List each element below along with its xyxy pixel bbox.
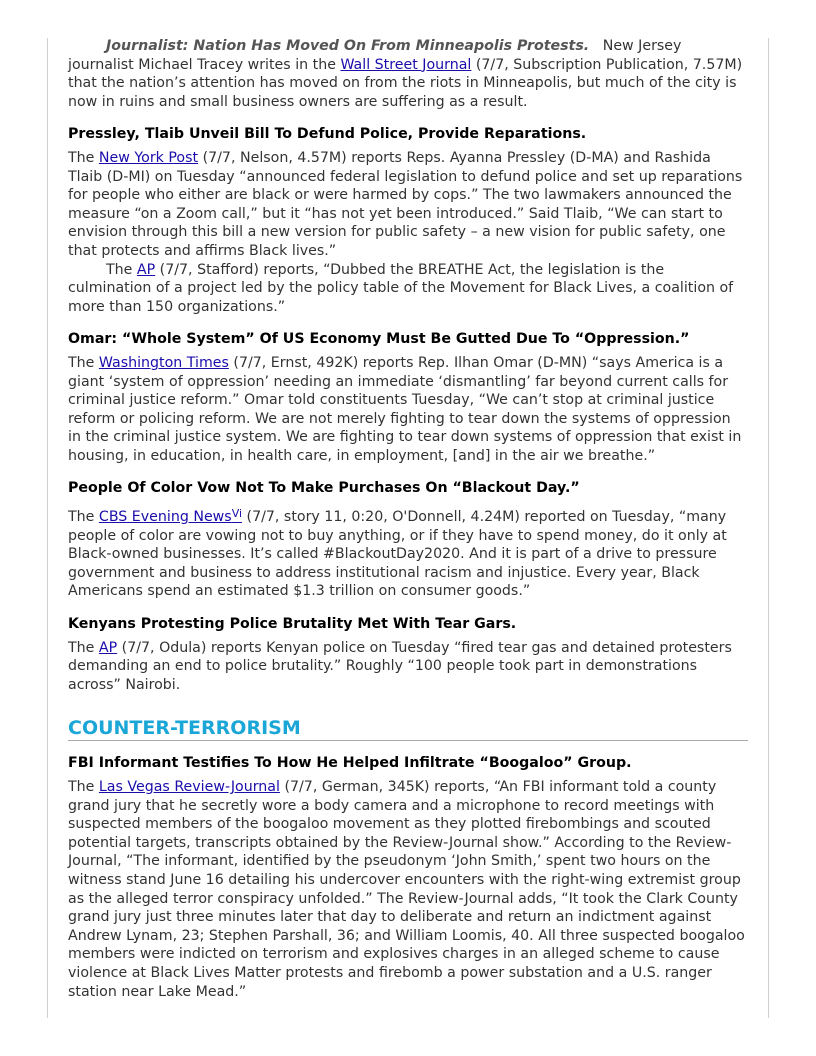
article-headline-omar: Omar: “Whole System” Of US Economy Must Be Gutted Due To “Oppression.” [68,331,690,348]
article-headline-pressley-tlaib: Pressley, Tlaib Unveil Bill To Defund Police, Provide Reparations. [68,126,587,143]
article-tracey [68,37,748,111]
article-headline: Journalist: Nation Has Moved On From Minneapolis Protests. [106,38,590,54]
section-title-counter-terrorism: COUNTER-TERRORISM [68,716,748,741]
article-paragraph: The New York Post (7/7, Nelson, 4.57M) reports Reps. Ayanna Pressley (D-MA) and Rashida Tlaib (D-MI) on Tuesday “announced federal legislation to defund police and set up reparations for people who either are black or were harmed by cops.” The two lawmakers announced the measure “on a Zoom call,” but it “has not yet been introduced.” Said Tlaib, “We can start to envision through this bill a new version for public safety – a new vision for public safety, one that protects and affirms Black lives.” [68,149,743,259]
source-link-ap[interactable]: AP [136,261,156,278]
source-link-ap[interactable]: AP [98,639,118,656]
article-paragraph: The Las Vegas Review-Journal (7/7, German, 345K) reports, “An FBI informant told a county grand jury that he secretly wore a body camera and a microphone to record meetings with suspected members of the boogaloo movement as they plotted firebombings and scouted potential targets, transcripts obtained by the Review-Journal show.” According to the Review-Journal, “The informant, identified by the pseudonym ‘John Smith,’ spent two hours on the witness stand June 16 detailing his undercover encounters with the right-wing extremist group as the alleged terror conspiracy unfolded.” The Review-Journal adds, “It took the Clark County grand jury just three minutes later that day to deliberate and return an indictment against Andrew Lynam, 23; Stephen Parshall, 36; and William Loomis, 40. All three suspected boogaloo members were indicted on terrorism and explosives charges in an alleged scheme to cause violence at Black Lives Matter protests and firebomb a power substation and a U.S. ranger station near Lake Mead.” [68,779,745,1000]
article-paragraph: The AP (7/7, Odula) reports Kenyan police on Tuesday “fired tear gas and detained protesters demanding an end to police brutality.” Roughly “100 people took part in demonstrations across” Nairobi. [68,639,732,693]
source-link-wsj[interactable]: Wall Street Journal [340,56,472,73]
newsletter-body [68,36,748,1001]
article-text: (7/7, Subscription Publication, 7.57M) that the nation’s attention has moved on from the riots in Minneapolis, but much of the city is now in ruins and small business owners are suffering as a result. [68,56,743,110]
article-headline-blackout-day: People Of Color Vow Not To Make Purchases On “Blackout Day.” [68,480,580,497]
page-border-left [47,38,48,1018]
article-headline-fbi-informant: FBI Informant Testifies To How He Helped Infiltrate “Boogaloo” Group. [68,755,632,772]
page-border-right [768,38,769,1018]
article-text: New Jersey journalist Michael Tracey writes in the [68,38,682,73]
article-paragraph: The CBS Evening News$^{Vi}$ (7/7, story 11, 0:20, O'Donnell, 4.24M) reported on Tuesday, “many people of color are vowing not to buy anything, or if they have to spend money, do it only at Black-owned businesses. It’s called #BlackoutDay2020. And it is part of a drive to pressure government and business to address institutional racism and injustice. Every year, Black Americans spend an estimated $1.3 trillion on consumer goods.” [68,507,727,600]
video-icon: Vi [231,507,243,521]
source-link-nypost[interactable]: New York Post [98,149,199,166]
source-link-cbs-evening-news[interactable]: CBS Evening News$^{Vi}$ [98,507,243,526]
article-headline-kenya: Kenyans Protesting Police Brutality Met With Tear Gars. [68,616,517,633]
article-paragraph: The AP (7/7, Stafford) reports, “Dubbed the BREATHE Act, the legislation is the culmination of a project led by the policy table of the Movement for Black Lives, a coalition of more than 150 organizations.” [68,261,734,315]
article-paragraph: The Washington Times (7/7, Ernst, 492K) reports Rep. Ilhan Omar (D-MN) “says America is a giant ‘system of oppression’ needing an immediate ‘dismantling’ far beyond current calls for criminal justice reform.” Omar told constituents Tuesday, “We can’t stop at criminal justice reform or policing reform. We are not merely fighting to tear down the systems of oppression in the criminal justice system. We are fighting to tear down systems of oppression that exist in housing, in education, in health care, in employment, [and] in the air we breathe.” [68,354,742,464]
source-link-las-vegas-review-journal[interactable]: Las Vegas Review-Journal [98,779,280,795]
source-link-washington-times[interactable]: Washington Times [98,354,229,371]
